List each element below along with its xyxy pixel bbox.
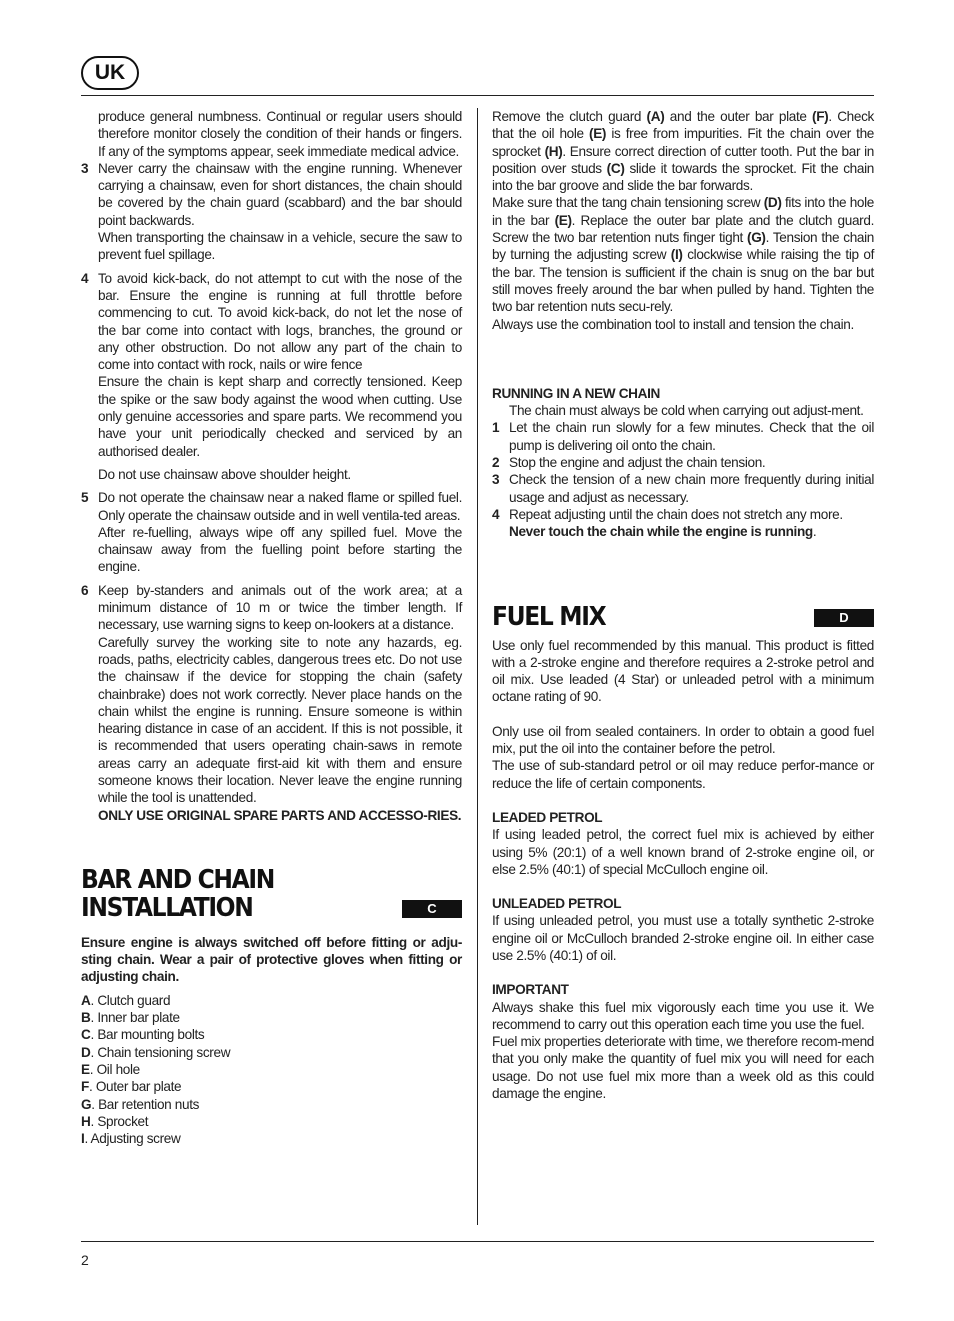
section-marker-c: C (402, 900, 462, 918)
item-paragraph: Keep by-standers and animals out of the work area; at a minimum distance of 10 m or twice the timber length. If necessary, use warning signs to keep on-lookers at a distance. (98, 582, 462, 633)
fuel-paragraph-2: Only use oil from sealed containers. In order to obtain a good fuel mix, put the oil into the container before the petrol. (492, 723, 874, 757)
section-marker-d: D (814, 609, 874, 627)
item-number: 5 (81, 490, 89, 506)
list-item: G. Bar retention nuts (81, 1096, 200, 1112)
important-paragraph-1: Always shake this fuel mix vigorously each time you use it. We recommend to carry out this operation each time you use the fuel. (492, 999, 874, 1032)
item-paragraph: Ensure the chain is kept sharp and correctly tensioned. Keep the spike or the saw body against the wood when cutting. Use only genuine accessories and spare parts. We recommend you have your unit periodically checked and serviced by an authorised dealer. (98, 374, 462, 459)
spare-parts-note: ONLY USE ORIGINAL SPARE PARTS AND ACCESSO-RIES. (98, 807, 462, 823)
installation-warning: Ensure engine is always switched off before fitting or adju-sting chain. Wear a pair of protective gloves when fitting or adjusting chain. (81, 934, 462, 985)
item-paragraph: Do not operate the chainsaw near a naked flame or spilled fuel. Only operate the chainsaw outside and in well ventila-ted areas. (98, 490, 462, 523)
column-divider (477, 108, 478, 1225)
right-column (492, 108, 874, 1102)
list-item: B. Inner bar plate (81, 1010, 180, 1026)
important-heading: IMPORTANT (492, 982, 569, 998)
safety-item-3 (81, 160, 462, 264)
list-item: E. Oil hole (81, 1061, 140, 1077)
header-rule (81, 95, 874, 96)
running-in-heading: RUNNING IN A NEW CHAIN (492, 385, 661, 401)
section-title-bar-chain: BAR AND CHAIN INSTALLATION (81, 864, 274, 923)
safety-item-5 (81, 489, 462, 575)
running-warning: Never touch the chain while the engine is running (509, 524, 813, 540)
list-item: A. Clutch guard (81, 992, 171, 1008)
section-title-fuel-mix: FUEL MIX (492, 601, 606, 632)
language-badge: UK (81, 56, 139, 90)
item-paragraph: After re-fuelling, always wipe off any spilled fuel. Move the chainsaw away from the fuelling point before starting the engine. (98, 524, 462, 575)
list-item: H. Sprocket (81, 1113, 149, 1129)
footer-rule (81, 1241, 874, 1242)
installation-paragraph-1: Remove the clutch guard (A) and the outer bar plate (F). Check that the oil hole (E) is free from impurities. Fit the chain over the sprocket (H). Ensure correct direction of cutter tooth. Put the bar in position over studs (C) slide it towards the sprocket. Fit the chain into the bar groove and slide the bar forwards. (492, 109, 874, 194)
item-paragraph: When transporting the chainsaw in a vehicle, secure the saw to prevent fuel spillage. (98, 230, 462, 263)
important-paragraph-2: Fuel mix properties deteriorate with time, we therefore recom-mend that you only make the quantity of fuel mix you will need for each usage. Do not use fuel mix more than a week old as this could damage the engine. (492, 1034, 874, 1102)
running-step-1: 1 Let the chain run slowly for a few minutes. Check that the oil pump is delivering oil onto the chain. (492, 420, 874, 453)
safety-item-4 (81, 270, 462, 484)
left-column (81, 108, 462, 1147)
list-item: I. Adjusting screw (81, 1131, 181, 1147)
fuel-paragraph-1: Use only fuel recommended by this manual. This product is fitted with a 2-stroke engine and therefore requires a 2-stroke petrol and oil mix. Use leaded (4 Star) or unleaded petrol with a minimum octane rating of 90. (492, 637, 874, 705)
parts-list (81, 992, 462, 1148)
list-item: C. Bar mounting bolts (81, 1027, 205, 1043)
item-paragraph: Carefully survey the working site to note any hazards, eg. roads, paths, electricity cables, dangerous trees etc. Do not use the chainsaw if the device for stopping the chain (safety chainbrake) does not work correctly. Never place hands on the chain whilst the engine is running. Ensure someone is within hearing distance in case of an accident. If this is not possible, it is recommended that users operating chain-saws in remote areas carry an adequate first-aid kit with them and ensure someone knows their location. Never leave the engine running while the tool is unattended. (98, 634, 462, 806)
list-item: D. Chain tensioning screw (81, 1044, 231, 1060)
item-number: 3 (81, 160, 89, 176)
intro-paragraph: produce general numbness. Continual or regular users should therefore monitor closely the condition of their hands or fingers. If any of the symptoms appear, seek immediate medical advice. (98, 109, 462, 159)
item-number: 6 (81, 582, 89, 598)
fuel-mix-heading-row (492, 603, 874, 631)
running-step-2: 2 Stop the engine and adjust the chain tension. (492, 455, 766, 471)
item-paragraph: Do not use chainsaw above shoulder height. (98, 466, 351, 482)
item-paragraph: To avoid kick-back, do not attempt to cut with the nose of the bar. Ensure the engine is running at full throttle before commencing to cut. To avoid kick-back, do not let the nose of the bar come into contact with logs, branches, the ground or any other obstruction. Do not allow any part of the chain to come into contact with rock, nails or wire fence (98, 270, 462, 373)
unleaded-petrol-heading: UNLEADED PETROL (492, 896, 622, 912)
unleaded-petrol-text: If using unleaded petrol, you must use a totally synthetic 2-stroke engine oil or McCulloch branded 2-stroke engine oil. In either case use 2.5% (40:1) of oil. (492, 913, 874, 963)
list-item: F. Outer bar plate (81, 1079, 182, 1095)
safety-item-6 (81, 582, 462, 824)
running-in-intro: The chain must always be cold when carrying out adjust-ment. (509, 403, 864, 419)
page-number: 2 (81, 1252, 89, 1268)
running-step-4: 4 Repeat adjusting until the chain does not stretch any more. Never touch the chain while the engine is running. (492, 506, 843, 540)
bar-chain-heading-row (81, 866, 462, 922)
installation-paragraph-2: Make sure that the tang chain tensioning screw (D) fits into the hole in the bar (E). Replace the outer bar plate and the clutch guard. Screw the two bar retention nuts finger tight (G). Tension the chain by turning the adjusting screw (I) clockwise while raising the tip of the bar. The tension is sufficient if the chain is snug on the bar but still moves freely around the bar when pulled by hand. Tighten the two bar retention nuts secu-rely. (492, 195, 875, 315)
installation-paragraph-3: Always use the combination tool to install and tension the chain. (492, 316, 854, 332)
leaded-petrol-heading: LEADED PETROL (492, 809, 603, 825)
fuel-paragraph-3: The use of sub-standard petrol or oil may reduce perfor-mance or reduce the life of certain components. (492, 758, 874, 791)
leaded-petrol-text: If using leaded petrol, the correct fuel mix is achieved by either using 5% (20:1) of a well known brand of 2-stroke engine oil, or else 2.5% (40:1) of special McCulloch engine oil. (492, 827, 874, 877)
item-number: 4 (81, 270, 89, 286)
item-paragraph: Never carry the chainsaw with the engine running. Whenever carrying a chainsaw, even for short distances, the chain should be covered by the chain guard (scabbard) and the bar should point backwards. (98, 160, 462, 228)
running-step-3: 3 Check the tension of a new chain more frequently during initial usage and adjust as necessary. (492, 472, 874, 505)
